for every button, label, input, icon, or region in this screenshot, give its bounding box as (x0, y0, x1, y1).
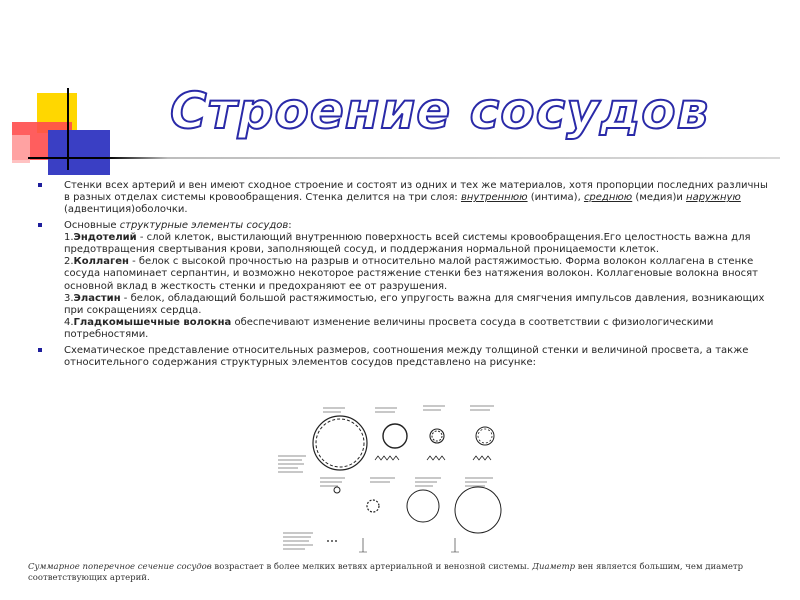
layer-middle: среднюю (583, 192, 633, 204)
element-endothelium: 1.Эндотелий - слой клеток, выстилающий внутреннюю поверхность всей системы кровообращения.Его целостность важна для предотвращения свертывания крови, заполняющей сосуд, и поддержания нормальной проницаемости клеток. (64, 231, 751, 256)
arteriole-cross-section (334, 487, 340, 493)
vein-cross-section (476, 427, 494, 445)
element-collagen: 2.Коллаген - белок с высокой прочностью на разрыв и относительно малой растяжимостью. Форма волокон коллагена в стенке сосуда напоминает серпантин, и возможно некоторое растяжение стенки без натяжения волокон. Коллагеновые волокна вносят основной вклад в жесткость стенки и предохраняют ее от разрушения. (64, 256, 758, 292)
vessel-cross-section-figure (275, 398, 525, 558)
large-vein-cross-section (455, 487, 501, 533)
bullet-marker (38, 183, 42, 187)
paragraph-wall-structure: Стенки всех артерий и вен имеют сходное строение и состоят из одних и тех же материалов, хотя пропорции последних различны в разных отделах системы кровообращения. Стенка делится на три слоя: внутреннюю (интима), среднюю (медия)и наружную (адвентиция)оболочки. (38, 180, 776, 217)
aorta-cross-section (313, 416, 367, 470)
bullet-marker (38, 348, 42, 352)
capillary-cross-section (367, 500, 379, 512)
bullet-marker (38, 223, 42, 227)
venule-cross-section (407, 490, 439, 522)
slide-title: Строение сосудов (170, 82, 710, 140)
element-elastin: 3.Эластин - белок, обладающий большой растяжимостью, его упругость важна для смягчения импульсов давления, возникающих при сокращениях сердца. (64, 292, 765, 317)
elements-intro: Основные структурные элементы сосудов: (64, 219, 292, 231)
figure-caption: Суммарное поперечное сечение сосудов возрастает в более мелких ветвях артериальной и венозной системы. Диаметр вен является большим, чем диаметр соответствующих артерий. (28, 562, 744, 583)
paragraph-schematic: Схематическое представление относительных размеров, соотношения между толщиной стенки и величиной просвета, а также относительного содержания структурных элементов сосудов представлено на рисунке: (38, 345, 776, 369)
paragraph-structural-elements (38, 220, 776, 342)
element-smooth-muscle: 4.Гладкомышечные волокна обеспечивают изменение величины просвета сосуда в соответствии с физиологическими потребностями. (64, 317, 714, 341)
collagen-wave (375, 456, 399, 460)
vena-cava-cross-section (383, 424, 407, 448)
title-divider-line (28, 157, 780, 159)
decor-blue-square (48, 130, 110, 175)
layer-outer: наружную (686, 192, 741, 204)
layer-inner: внутреннюю (460, 192, 528, 204)
slide-body (38, 180, 776, 372)
